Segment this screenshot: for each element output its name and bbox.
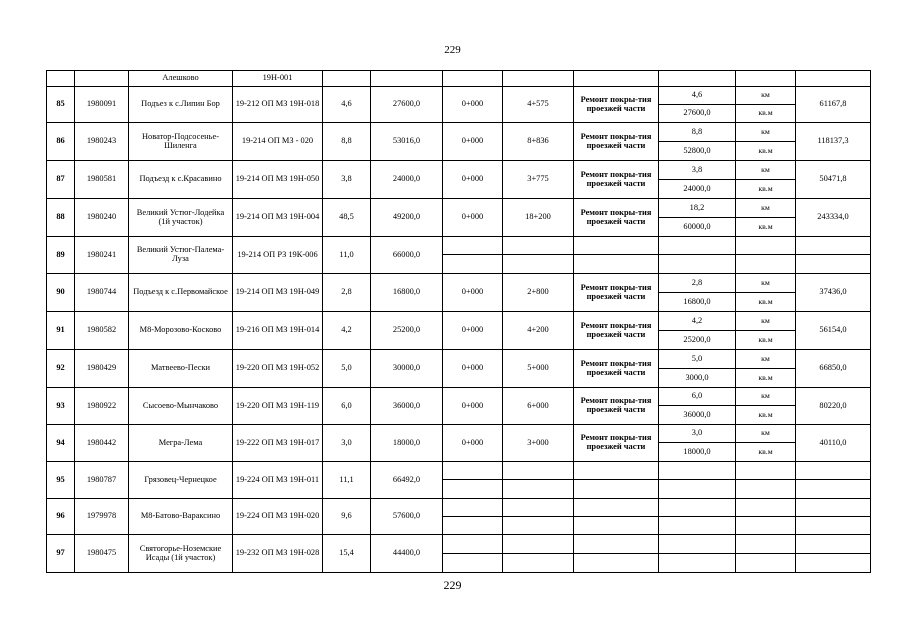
empty-cell <box>443 517 503 535</box>
qty-m2-cell: 52800,0 <box>659 142 736 161</box>
road-code-cell: 19-214 ОП МЗ 19Н-049 <box>233 274 323 312</box>
road-code-cell: 19-220 ОП МЗ 19Н-119 <box>233 388 323 425</box>
end-km-cell: 2+800 <box>503 274 574 312</box>
table-row <box>47 237 871 255</box>
road-id-cell: 1980922 <box>75 388 129 425</box>
start-km-cell: 0+000 <box>443 87 503 123</box>
cost-cell: 243334,0 <box>796 199 871 237</box>
length-km-cell: 48,5 <box>323 199 371 237</box>
row-number-cell: 93 <box>47 388 75 425</box>
area-cell: 49200,0 <box>371 199 443 237</box>
length-km-cell: 5,0 <box>323 350 371 388</box>
row-number-cell: 90 <box>47 274 75 312</box>
empty-cell <box>736 237 796 255</box>
road-id-cell: 1980429 <box>75 350 129 388</box>
empty-cell <box>659 517 736 535</box>
work-type-cell: Ремонт покры-тия проезжей части <box>574 161 659 199</box>
table-row <box>47 161 871 180</box>
length-km-cell: 9,6 <box>323 499 371 535</box>
unit-km-cell: км <box>736 87 796 105</box>
unit-km-cell: км <box>736 312 796 331</box>
road-name-cell: Святогорье-Ноземские Исады (1й участок) <box>129 535 233 573</box>
road-id-cell: 1979978 <box>75 499 129 535</box>
empty-cell <box>574 554 659 573</box>
empty-cell <box>503 535 574 554</box>
empty-cell <box>736 554 796 573</box>
empty-cell <box>574 480 659 499</box>
road-id-cell: 1980582 <box>75 312 129 350</box>
start-km-cell: 0+000 <box>443 425 503 462</box>
row-number-cell: 91 <box>47 312 75 350</box>
road-name-cell: Великий Устюг-Палема-Луза <box>129 237 233 274</box>
cost-cell: 118137,3 <box>796 123 871 161</box>
roads-repair-table <box>46 70 871 573</box>
unit-m2-cell: кв.м <box>736 369 796 388</box>
table-row <box>47 499 871 517</box>
unit-m2-cell: кв.м <box>736 331 796 350</box>
empty-cell <box>659 535 736 554</box>
start-km-cell: 0+000 <box>443 350 503 388</box>
qty-km-cell: 6,0 <box>659 388 736 406</box>
area-cell: 25200,0 <box>371 312 443 350</box>
empty-cell <box>659 255 736 274</box>
empty-cell <box>503 499 574 517</box>
unit-km-cell: км <box>736 123 796 142</box>
empty-cell <box>796 480 871 499</box>
empty-cell <box>796 462 871 480</box>
qty-m2-cell: 60000,0 <box>659 218 736 237</box>
row-number-cell: 95 <box>47 462 75 499</box>
unit-km-cell: км <box>736 161 796 180</box>
qty-m2-cell: 24000,0 <box>659 180 736 199</box>
area-cell: 36000,0 <box>371 388 443 425</box>
empty-cell <box>736 255 796 274</box>
length-km-cell: 3,8 <box>323 161 371 199</box>
road-id-cell: 1980744 <box>75 274 129 312</box>
road-name-cell: М8-Батово-Вараксино <box>129 499 233 535</box>
table-row <box>47 535 871 554</box>
work-type-cell: Ремонт покры-тия проезжей части <box>574 425 659 462</box>
qty-km-cell: 3,8 <box>659 161 736 180</box>
table-row <box>47 462 871 480</box>
row-number-cell: 96 <box>47 499 75 535</box>
road-code-cell: 19-224 ОП МЗ 19Н-011 <box>233 462 323 499</box>
unit-m2-cell: кв.м <box>736 443 796 462</box>
end-km-cell: 4+200 <box>503 312 574 350</box>
table-row <box>47 312 871 331</box>
road-name-cell: Сысоево-Мынчаково <box>129 388 233 425</box>
road-code-cell: 19-224 ОП МЗ 19Н-020 <box>233 499 323 535</box>
road-id-cell: 1980787 <box>75 462 129 499</box>
empty-cell <box>574 462 659 480</box>
qty-km-cell: 5,0 <box>659 350 736 369</box>
empty-cell <box>796 499 871 517</box>
empty-cell <box>659 554 736 573</box>
road-name-cell: М8-Морозово-Косково <box>129 312 233 350</box>
area-cell: 27600,0 <box>371 87 443 123</box>
unit-km-cell: км <box>736 350 796 369</box>
unit-m2-cell: кв.м <box>736 406 796 425</box>
empty-cell <box>736 535 796 554</box>
empty-cell <box>574 517 659 535</box>
road-code-cell: 19-222 ОП МЗ 19Н-017 <box>233 425 323 462</box>
empty-cell <box>659 237 736 255</box>
length-km-cell: 15,4 <box>323 535 371 573</box>
area-cell: 18000,0 <box>371 425 443 462</box>
road-name-cell: Великий Устюг-Лодейка (1й участок) <box>129 199 233 237</box>
area-cell: 57600,0 <box>371 499 443 535</box>
road-code-cell: 19-220 ОП МЗ 19Н-052 <box>233 350 323 388</box>
empty-cell <box>796 554 871 573</box>
unit-m2-cell: кв.м <box>736 142 796 161</box>
work-type-cell: Ремонт покры-тия проезжей части <box>574 199 659 237</box>
road-code-cell: 19-214 ОП МЗ - 020 <box>233 123 323 161</box>
area-cell: 66000,0 <box>371 237 443 274</box>
length-km-cell: 8,8 <box>323 123 371 161</box>
table-row <box>47 274 871 293</box>
qty-km-cell: 18,2 <box>659 199 736 218</box>
work-type-cell: Ремонт покры-тия проезжей части <box>574 274 659 312</box>
road-id-cell: 1980091 <box>75 87 129 123</box>
table-body <box>47 71 871 573</box>
road-name-cell: Подъезд к с.Красавино <box>129 161 233 199</box>
cost-cell: 56154,0 <box>796 312 871 350</box>
unit-m2-cell: кв.м <box>736 180 796 199</box>
end-km-cell: 5+000 <box>503 350 574 388</box>
empty-cell <box>443 255 503 274</box>
qty-km-cell: 3,0 <box>659 425 736 443</box>
empty-cell <box>796 255 871 274</box>
road-code-cell: 19-214 ОП МЗ 19Н-004 <box>233 199 323 237</box>
road-code-cell: 19-214 ОП РЗ 19К-006 <box>233 237 323 274</box>
length-km-cell: 3,0 <box>323 425 371 462</box>
qty-m2-cell: 25200,0 <box>659 331 736 350</box>
length-km-cell: 6,0 <box>323 388 371 425</box>
empty-cell <box>503 480 574 499</box>
row-number-cell: 92 <box>47 350 75 388</box>
area-cell: 53016,0 <box>371 123 443 161</box>
qty-km-cell: 8,8 <box>659 123 736 142</box>
empty-cell <box>659 480 736 499</box>
empty-cell <box>503 554 574 573</box>
start-km-cell: 0+000 <box>443 388 503 425</box>
start-km-cell: 0+000 <box>443 199 503 237</box>
page-number-top: 229 <box>444 44 461 56</box>
start-km-cell: 0+000 <box>443 123 503 161</box>
empty-cell <box>443 237 503 255</box>
road-code-cell: 19-214 ОП МЗ 19Н-050 <box>233 161 323 199</box>
road-id-cell: 1980581 <box>75 161 129 199</box>
start-km-cell: 0+000 <box>443 312 503 350</box>
unit-km-cell: км <box>736 199 796 218</box>
area-cell: 44400,0 <box>371 535 443 573</box>
end-km-cell: 3+775 <box>503 161 574 199</box>
qty-km-cell: 4,6 <box>659 87 736 105</box>
unit-km-cell: км <box>736 425 796 443</box>
table-row-continuation <box>47 71 871 87</box>
road-name-cell: Новатор-Подсосенье-Шиленга <box>129 123 233 161</box>
work-type-cell: Ремонт покры-тия проезжей части <box>574 87 659 123</box>
unit-m2-cell: кв.м <box>736 218 796 237</box>
row-number-cell: 94 <box>47 425 75 462</box>
road-name-cell: Алешково <box>129 71 233 87</box>
table-row <box>47 425 871 443</box>
end-km-cell: 4+575 <box>503 87 574 123</box>
empty-cell <box>796 535 871 554</box>
road-id-cell: 1980442 <box>75 425 129 462</box>
work-type-cell: Ремонт покры-тия проезжей части <box>574 388 659 425</box>
start-km-cell: 0+000 <box>443 274 503 312</box>
length-km-cell: 4,6 <box>323 87 371 123</box>
empty-cell <box>736 480 796 499</box>
qty-m2-cell: 3000,0 <box>659 369 736 388</box>
qty-km-cell: 2,8 <box>659 274 736 293</box>
length-km-cell: 11,0 <box>323 237 371 274</box>
cost-cell: 80220,0 <box>796 388 871 425</box>
road-name-cell: Подъез к с.Липин Бор <box>129 87 233 123</box>
table-row <box>47 87 871 105</box>
empty-cell <box>443 462 503 480</box>
area-cell: 16800,0 <box>371 274 443 312</box>
road-code-cell: 19-212 ОП МЗ 19Н-018 <box>233 87 323 123</box>
road-name-cell: Матвеево-Пески <box>129 350 233 388</box>
start-km-cell: 0+000 <box>443 161 503 199</box>
length-km-cell: 2,8 <box>323 274 371 312</box>
work-type-cell: Ремонт покры-тия проезжей части <box>574 312 659 350</box>
cost-cell: 61167,8 <box>796 87 871 123</box>
empty-cell <box>503 462 574 480</box>
area-cell: 66492,0 <box>371 462 443 499</box>
length-km-cell: 4,2 <box>323 312 371 350</box>
empty-cell <box>736 462 796 480</box>
work-type-cell: Ремонт покры-тия проезжей части <box>574 350 659 388</box>
empty-cell <box>659 499 736 517</box>
row-number-cell: 89 <box>47 237 75 274</box>
area-cell: 24000,0 <box>371 161 443 199</box>
empty-cell <box>574 237 659 255</box>
end-km-cell: 18+200 <box>503 199 574 237</box>
road-name-cell: Мегра-Лема <box>129 425 233 462</box>
cost-cell: 66850,0 <box>796 350 871 388</box>
empty-cell <box>503 517 574 535</box>
road-code-cell: 19Н-001 <box>233 71 323 87</box>
page-number-bottom: 229 <box>443 578 462 592</box>
area-cell: 30000,0 <box>371 350 443 388</box>
empty-cell <box>796 237 871 255</box>
row-number-cell: 86 <box>47 123 75 161</box>
qty-m2-cell: 36000,0 <box>659 406 736 425</box>
row-number-cell: 88 <box>47 199 75 237</box>
road-id-cell: 1980240 <box>75 199 129 237</box>
unit-m2-cell: кв.м <box>736 293 796 312</box>
end-km-cell: 6+000 <box>503 388 574 425</box>
road-code-cell: 19-232 ОП МЗ 19Н-028 <box>233 535 323 573</box>
empty-cell <box>574 255 659 274</box>
empty-cell <box>574 535 659 554</box>
road-id-cell: 1980243 <box>75 123 129 161</box>
length-km-cell: 11,1 <box>323 462 371 499</box>
empty-cell <box>574 499 659 517</box>
table-row <box>47 388 871 406</box>
end-km-cell: 3+000 <box>503 425 574 462</box>
empty-cell <box>503 237 574 255</box>
road-id-cell: 1980241 <box>75 237 129 274</box>
unit-km-cell: км <box>736 274 796 293</box>
table-row <box>47 350 871 369</box>
empty-cell <box>443 535 503 554</box>
work-type-cell: Ремонт покры-тия проезжей части <box>574 123 659 161</box>
road-id-cell: 1980475 <box>75 535 129 573</box>
qty-m2-cell: 27600,0 <box>659 105 736 123</box>
qty-m2-cell: 18000,0 <box>659 443 736 462</box>
empty-cell <box>796 517 871 535</box>
qty-km-cell: 4,2 <box>659 312 736 331</box>
empty-cell <box>659 462 736 480</box>
road-name-cell: Подъезд к с.Первомайское <box>129 274 233 312</box>
qty-m2-cell: 16800,0 <box>659 293 736 312</box>
end-km-cell: 8+836 <box>503 123 574 161</box>
empty-cell <box>443 554 503 573</box>
table-row <box>47 123 871 142</box>
row-number-cell: 97 <box>47 535 75 573</box>
empty-cell <box>736 517 796 535</box>
empty-cell <box>503 255 574 274</box>
cost-cell: 37436,0 <box>796 274 871 312</box>
road-name-cell: Грязовец-Чернецкое <box>129 462 233 499</box>
row-number-cell: 87 <box>47 161 75 199</box>
table-row <box>47 199 871 218</box>
empty-cell <box>443 499 503 517</box>
cost-cell: 50471,8 <box>796 161 871 199</box>
cost-cell: 40110,0 <box>796 425 871 462</box>
row-number-cell: 85 <box>47 87 75 123</box>
empty-cell <box>736 499 796 517</box>
road-code-cell: 19-216 ОП МЗ 19Н-014 <box>233 312 323 350</box>
empty-cell <box>443 480 503 499</box>
unit-km-cell: км <box>736 388 796 406</box>
unit-m2-cell: кв.м <box>736 105 796 123</box>
